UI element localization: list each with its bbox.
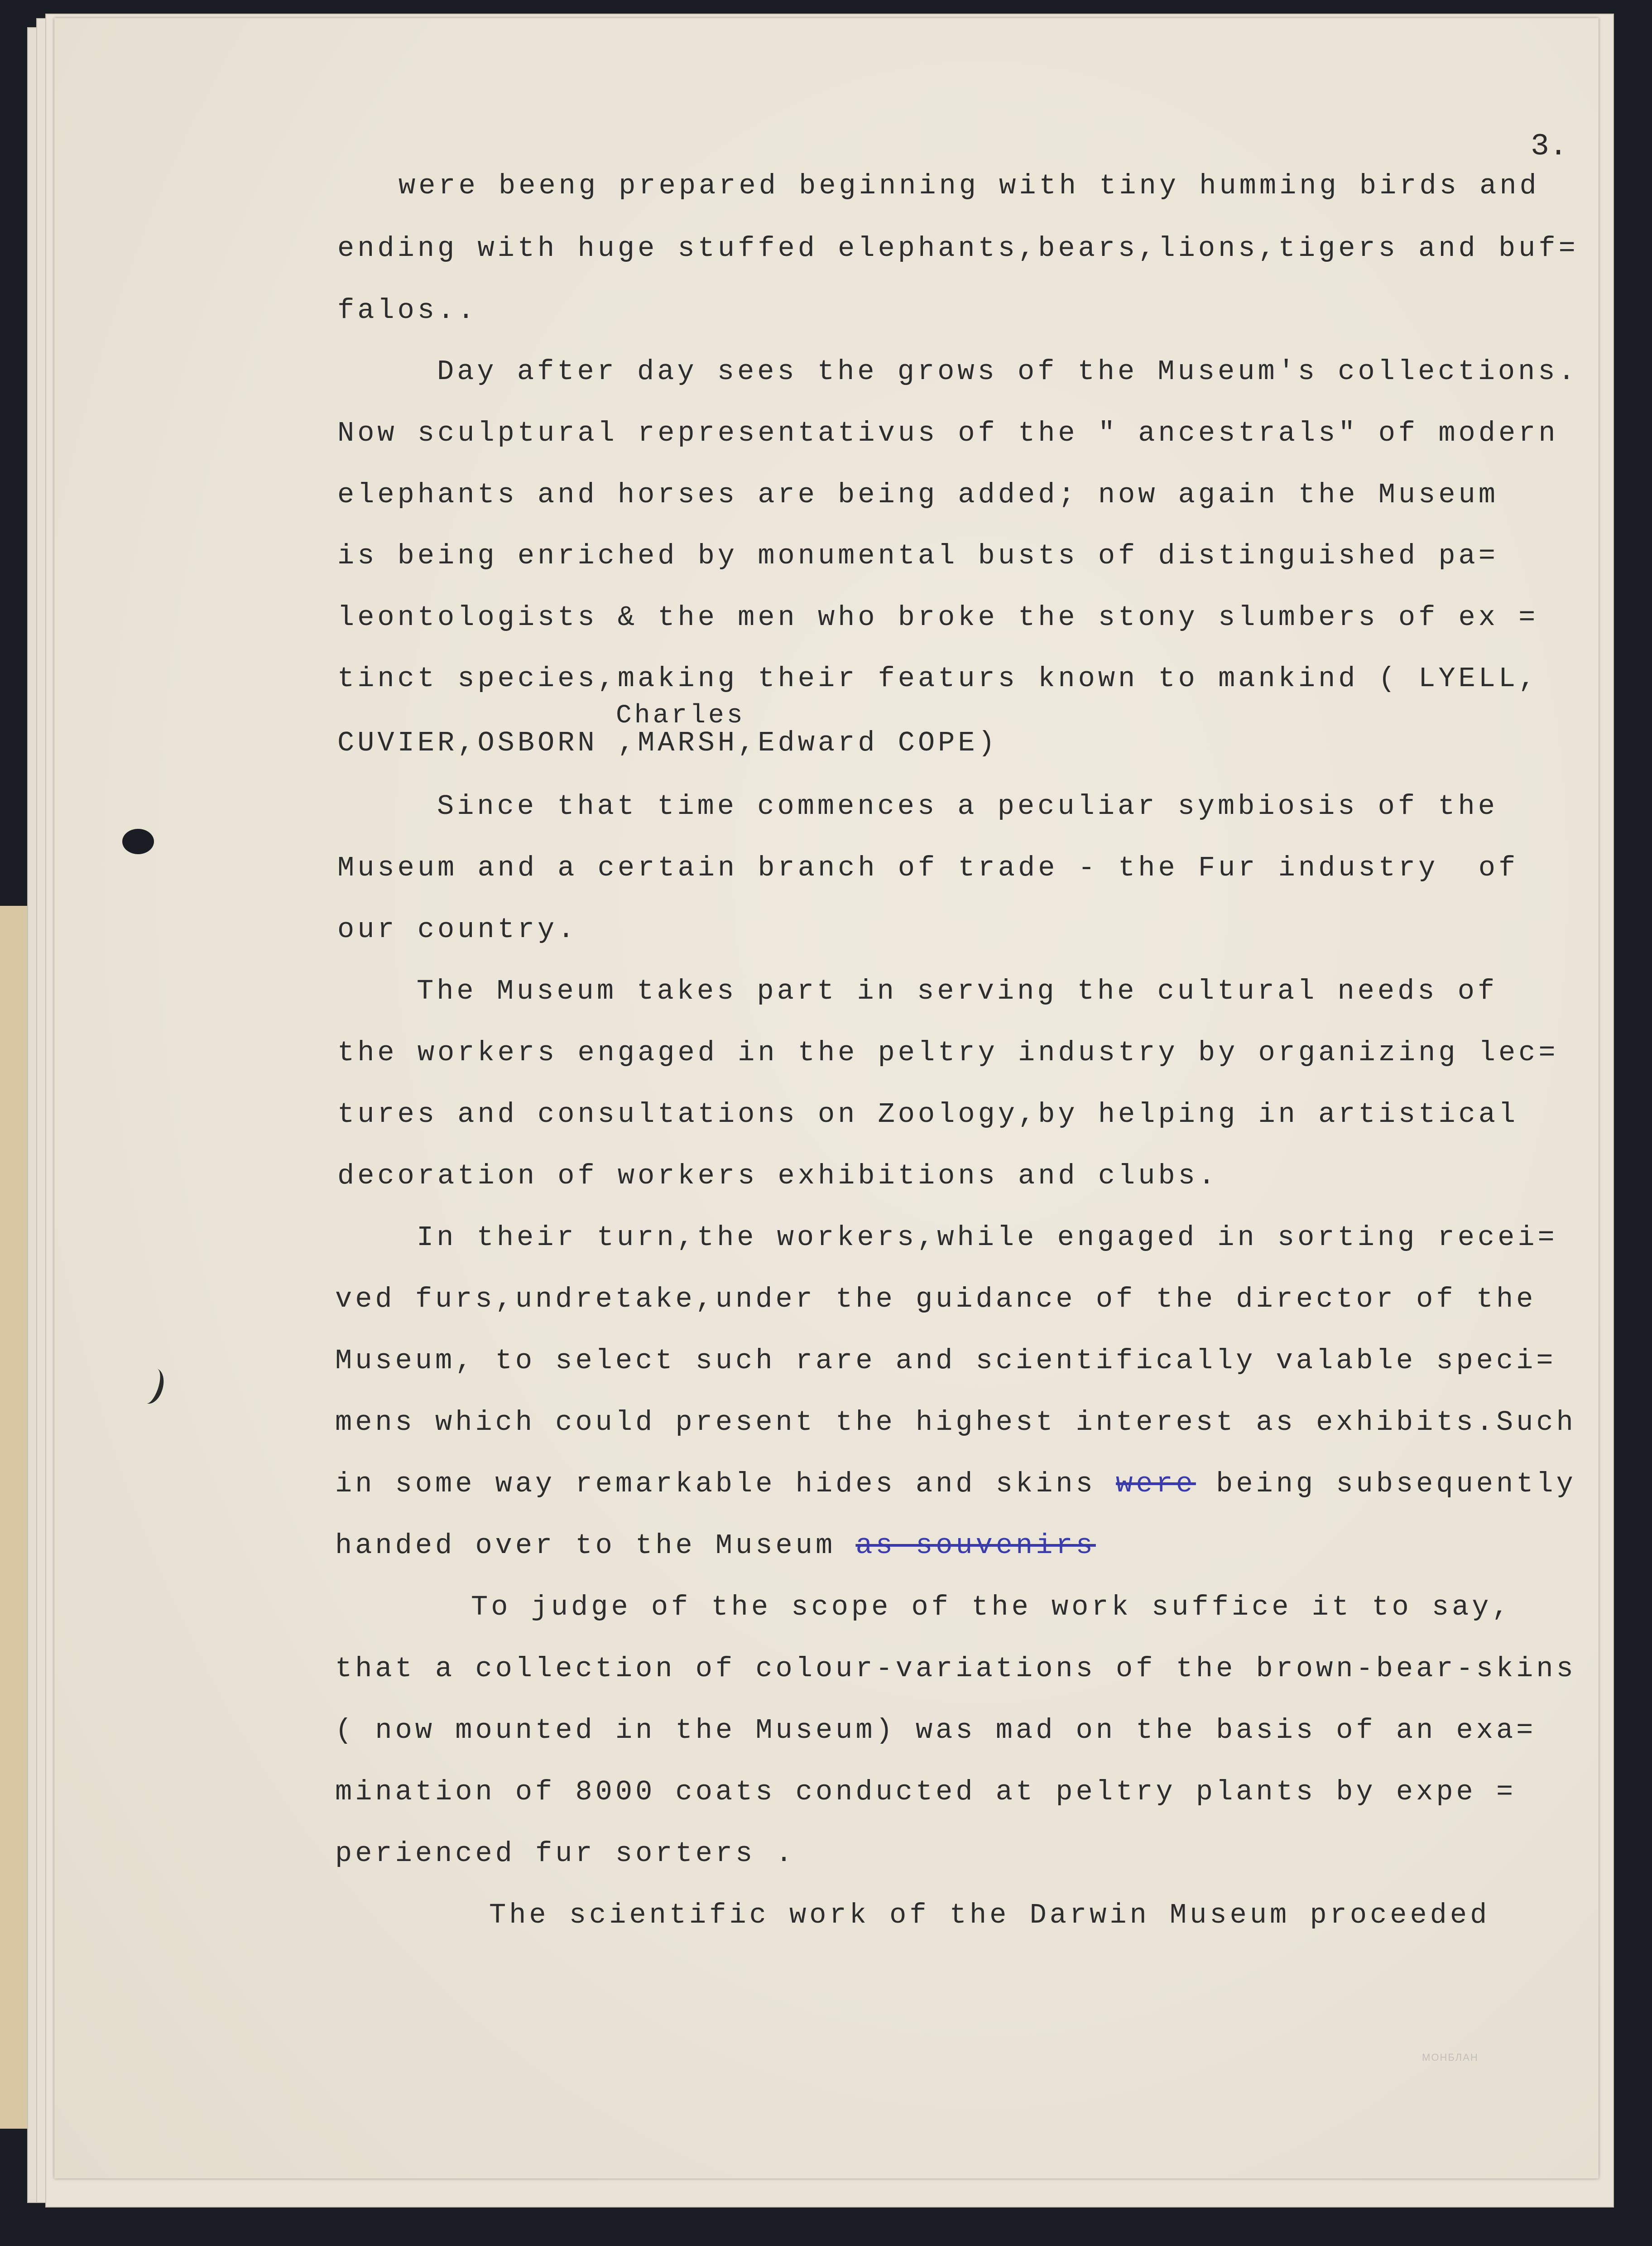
page-number: 3.: [1531, 129, 1568, 164]
text-line: ( now mounted in the Museum) was mad on the basis of an exa=: [335, 1714, 1537, 1746]
text-line: In their turn,the workers,while engaged in sorting recei=: [417, 1222, 1558, 1254]
text-line: decoration of workers exhibitions and clubs.: [337, 1160, 1219, 1192]
text-line: The Museum takes part in serving the cultural needs of: [417, 975, 1498, 1007]
typed-page: [54, 18, 1599, 2179]
text-line: [335, 1470, 1576, 1498]
text-line: Since that time commences a peculiar symbiosis of the: [437, 790, 1498, 822]
text-line: [335, 1529, 1096, 1562]
text-line: Museum and a certain branch of trade - the Fur industry of: [337, 852, 1519, 884]
text-line: our country.: [337, 914, 578, 946]
text-segment: handed over to the Museum: [335, 1529, 836, 1562]
text-line: were beeng prepared beginning with tiny humming birds and: [399, 170, 1540, 202]
text-line: Day after day sees the grows of the Museum's collections.: [437, 356, 1578, 388]
text-line: falos..: [337, 294, 478, 327]
text-line: the workers engaged in the peltry industry by organizing lec=: [337, 1037, 1559, 1069]
text-line: Now sculptural representativus of the " ancestrals" of modern: [337, 417, 1559, 449]
punch-hole: [122, 829, 154, 854]
text-line: ending with huge stuffed elephants,bears,lions,tigers and buf=: [337, 232, 1579, 265]
struck-word: were: [1116, 1468, 1196, 1500]
text-line: that a collection of colour-variations of the brown-bear-skins: [335, 1653, 1576, 1685]
text-line: perienced fur sorters .: [335, 1837, 796, 1870]
struck-word: as souvenirs: [855, 1529, 1096, 1562]
text-segment: in some way remarkable hides and skins: [335, 1468, 1096, 1500]
text-segment: being subsequently: [1216, 1468, 1576, 1500]
text-line: tinct species,making their featurs known to mankind ( LYELL,: [337, 663, 1539, 695]
text-line: ved furs,undretake,under the guidance of the director of the: [335, 1283, 1537, 1315]
text-line: mination of 8000 coats conducted at peltry plants by expe =: [335, 1776, 1517, 1808]
punch-hole: [135, 1365, 168, 1407]
text-line: tures and consultations on Zoology,by helping in artistical: [337, 1098, 1519, 1130]
text-line: is being enriched by monumental busts of distinguished pa=: [337, 540, 1498, 572]
faint-stamp: МОНБЛАН: [1422, 2052, 1479, 2063]
text-line: mens which could present the highest interest as exhibits.Such: [335, 1406, 1576, 1438]
text-line: CUVIER,OSBORN ,MARSH,Edward COPE): [337, 727, 998, 759]
text-line: elephants and horses are being added; now again the Museum: [337, 479, 1498, 511]
text-line: The scientific work of the Darwin Museum proceeded: [489, 1899, 1490, 1931]
text-line: Museum, to select such rare and scientifically valable speci=: [335, 1345, 1556, 1377]
text-line: leontologists & the men who broke the stony slumbers of ex =: [337, 601, 1539, 634]
text-line: To judge of the scope of the work suffice it to say,: [471, 1591, 1512, 1623]
handwritten-insertion: Charles: [616, 701, 745, 731]
